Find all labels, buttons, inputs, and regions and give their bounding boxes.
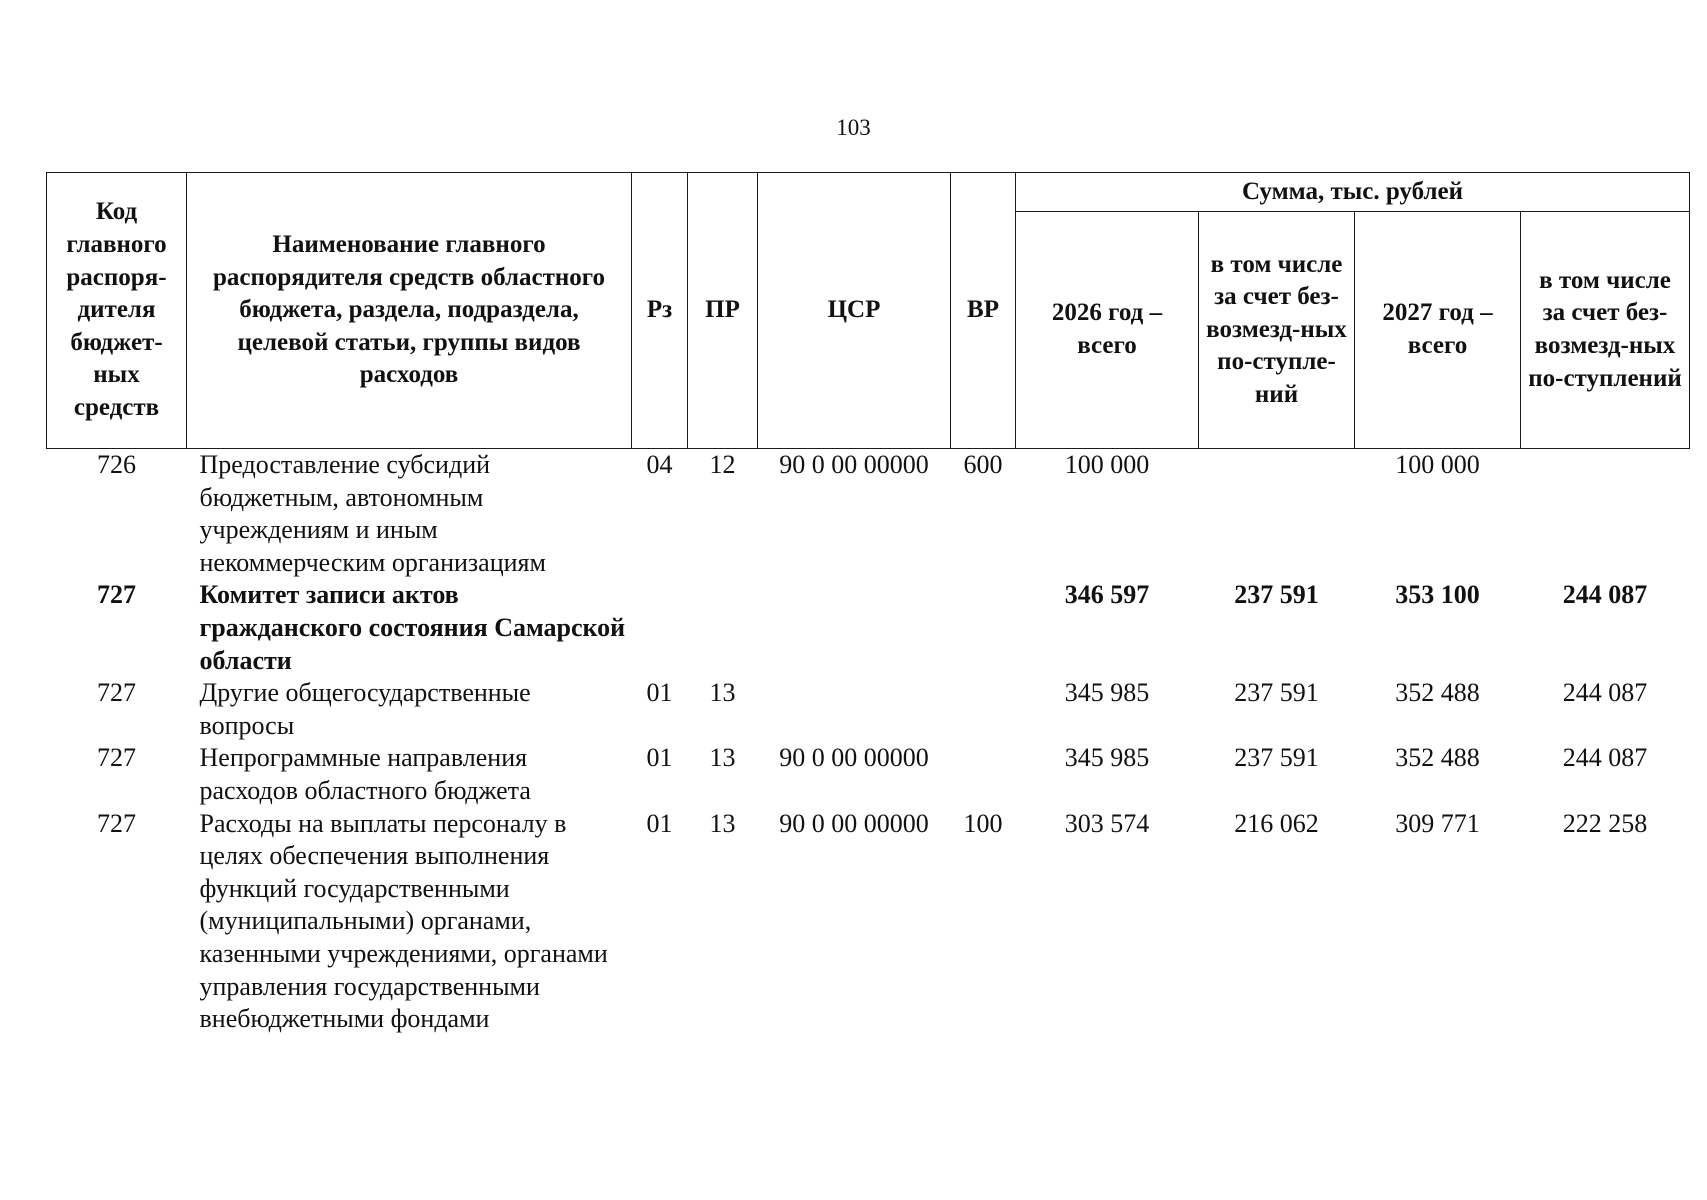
cell-2027-gratis: 244 087 [1562, 743, 1648, 773]
cell-code: 727 [97, 678, 136, 708]
cell-2026-total: 303 574 [1064, 808, 1150, 838]
page-number: 103 [836, 115, 871, 140]
header-vr: ВР [951, 173, 1016, 449]
cell-rz: 01 [646, 808, 673, 838]
table-body [47, 449, 1690, 1036]
cell-2027-total: 352 488 [1395, 743, 1480, 773]
cell-rz: 01 [646, 678, 673, 708]
cell-name: Комитет записи актов гражданского состояния Самарской области [199, 580, 626, 675]
cell-rz [632, 579, 688, 677]
cell-pr: 13 [709, 743, 736, 773]
table-row [47, 449, 1690, 580]
cell-2026-total: 345 985 [1064, 743, 1150, 773]
cell-vr: 600 [963, 450, 1003, 479]
budget-table [46, 172, 1690, 1036]
header-2026-total: 2026 год – всего [1016, 212, 1199, 449]
header-rz: Рз [632, 173, 688, 449]
header-name: Наименование главного распорядителя средств областного бюджета, раздела, подраздела, целевой статьи, группы видов расходов [187, 173, 632, 449]
cell-code: 727 [97, 808, 136, 838]
cell-2026-gratis: 216 062 [1234, 808, 1319, 838]
cell-2027-gratis: 222 258 [1562, 808, 1648, 838]
cell-2027-total: 353 100 [1395, 580, 1480, 610]
cell-rz: 04 [646, 450, 673, 479]
cell-name: Непрограммные направления расходов областного бюджета [199, 743, 531, 805]
table-row [47, 808, 1690, 1036]
cell-vr [951, 579, 1016, 677]
cell-2027-total: 352 488 [1395, 678, 1480, 708]
cell-2026-total: 100 000 [1064, 450, 1150, 479]
cell-pr: 13 [709, 808, 736, 838]
cell-code: 726 [97, 450, 136, 479]
cell-2026-gratis: 237 591 [1234, 743, 1319, 773]
cell-rz: 01 [646, 743, 673, 773]
header-2026-gratis: в том числе за счет без-возмезд-ных по-ступле-ний [1199, 212, 1355, 449]
cell-pr [688, 579, 758, 677]
cell-code: 727 [97, 743, 136, 773]
cell-csr: 90 0 00 00000 [779, 743, 929, 773]
table-row [47, 742, 1690, 807]
cell-2026-total: 345 985 [1064, 678, 1150, 708]
cell-2026-total: 346 597 [1064, 580, 1150, 610]
cell-csr [758, 677, 951, 742]
cell-2027-gratis [1521, 449, 1690, 580]
cell-pr: 12 [709, 450, 736, 479]
header-code: Код главного распоря-дителя бюджет-ных средств [47, 173, 187, 449]
cell-code: 727 [97, 580, 136, 610]
header-csr: ЦСР [758, 173, 951, 449]
cell-2026-gratis: 237 591 [1234, 678, 1319, 708]
cell-csr [758, 579, 951, 677]
header-sum-caption: Сумма, тыс. рублей [1016, 173, 1690, 212]
cell-2027-gratis: 244 087 [1562, 678, 1648, 708]
table-row [47, 579, 1690, 677]
cell-2026-gratis [1199, 449, 1355, 580]
header-2027-gratis: в том числе за счет без-возмезд-ных по-ступлений [1521, 212, 1690, 449]
cell-2027-total: 309 771 [1395, 808, 1480, 838]
header-pr: ПР [688, 173, 758, 449]
header-2027-total: 2027 год – всего [1355, 212, 1521, 449]
cell-name: Предоставление субсидий бюджетным, автономным учреждениям и иным некоммерческим организациям [199, 450, 546, 577]
cell-vr [951, 742, 1016, 807]
table-header [47, 173, 1690, 449]
cell-name: Другие общегосударственные вопросы [199, 678, 531, 740]
cell-csr: 90 0 00 00000 [779, 808, 929, 838]
cell-2027-total: 100 000 [1395, 450, 1480, 479]
cell-name: Расходы на выплаты персоналу в целях обеспечения выполнения функций государственными (муниципальными) органами, казенными учреждениями, органами управления государственными внебюджетными фондами [199, 808, 608, 1034]
cell-pr: 13 [709, 678, 736, 708]
table-row [47, 677, 1690, 742]
cell-vr: 100 [963, 808, 1003, 838]
cell-vr [951, 677, 1016, 742]
cell-2027-gratis: 244 087 [1562, 580, 1648, 610]
cell-csr: 90 0 00 00000 [779, 450, 929, 479]
cell-2026-gratis: 237 591 [1234, 580, 1319, 610]
